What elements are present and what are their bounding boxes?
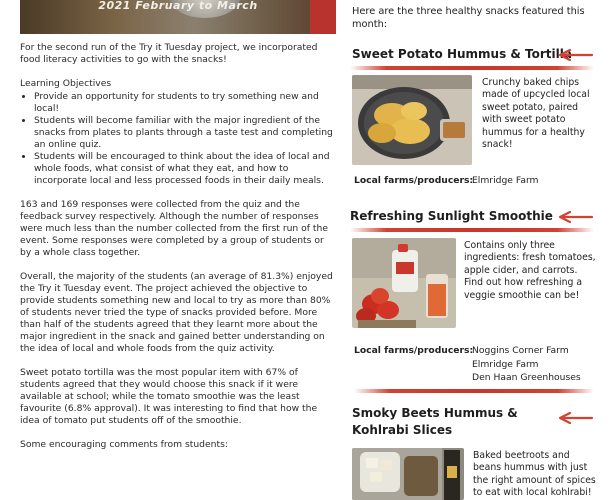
responses-paragraph: 163 and 169 responses were collected from the quiz and the feedback survey respectively. Although the number of responses were much less than the number collected from the first run of the event. Some responses were completed by a group of students or by a whole class together. [20, 199, 329, 258]
sweet-potato-description: Crunchy baked chips made of upcycled local sweet potato, paired with sweet potato hummus for a healthy snack! [482, 77, 590, 151]
popular-paragraph: Sweet potato tortilla was the most popular item with 67% of students agreed that they would choose this snack if it were available at school; while the tomato smoothie was the least favourite (6.8% approval). It was interesting to find that how the idea of tomato put students off of the smoothie. [20, 367, 318, 426]
left-arrow-icon [556, 411, 594, 425]
objectives-list [34, 91, 336, 187]
snack-title-line: Smoky Beets Hummus & [352, 406, 518, 420]
snack-title-beets [352, 405, 518, 439]
snack-title-sweet-potato: Sweet Potato Hummus & Tortilla [352, 47, 572, 61]
smoothie-farm-list [472, 344, 581, 385]
smoothie-photo [352, 238, 456, 328]
title-underline [350, 228, 594, 232]
comments-paragraph: Some encouraging comments from students: [20, 439, 228, 450]
snacks-intro: Here are the three healthy snacks featured this month: [352, 6, 585, 30]
farm-label: Local farms/producers: [354, 175, 474, 186]
beets-description: Baked beetroots and beans hummus with just the right amount of spices to eat with local kohlrabi! [473, 450, 596, 499]
section-divider [354, 389, 594, 393]
header-caption: 2021 February to March [98, 0, 258, 12]
sweet-potato-farms [354, 174, 473, 188]
intro-paragraph: For the second run of the Try it Tuesday project, we incorporated food literacy activities to go with the snacks! [20, 42, 318, 65]
objective-item: • Students will become familiar with the major ingredient of the snacks from plates to plants through a taste test and completing an online quiz. [34, 115, 336, 151]
left-column [20, 42, 336, 451]
overall-paragraph: Overall, the majority of the students (an average of 81.3%) enjoyed the Try it Tuesday event. The project achieved the objective to provide students something new and local to try as more than 80% of students never tried the type of snacks provided before. More than half of the students agreed that they learnt more about the major ingredient in the snack and gained better understanding on the idea of local and whole foods from the quiz activity. [20, 271, 333, 354]
farm-name: Elmridge Farm [472, 358, 539, 370]
sweet-potato-farm-list [472, 174, 539, 188]
left-arrow-icon [556, 210, 594, 224]
right-column [352, 0, 596, 31]
objective-item: • Students will be encouraged to think about the idea of local and whole foods, what consist of what they eat, and how to incorporate local and less processed foods in their daily meals. [34, 151, 336, 187]
objectives-heading: Learning Objectives [20, 78, 112, 89]
objective-item: • Provide an opportunity for students to try something new and local! [34, 91, 336, 115]
snack-title-smoothie: Refreshing Sunlight Smoothie [350, 209, 553, 223]
sweet-potato-photo [352, 75, 472, 165]
title-underline [350, 66, 594, 70]
left-arrow-icon [556, 48, 594, 62]
farm-label: Local farms/producers: [354, 345, 474, 356]
farm-name: Elmridge Farm [472, 175, 539, 186]
smoothie-farms [354, 344, 473, 358]
snack-title-line: Kohlrabi Slices [352, 423, 453, 437]
beets-photo [352, 448, 464, 500]
farm-name: Noggins Corner Farm [472, 345, 569, 356]
farm-name: Den Haan Greenhouses [472, 372, 581, 383]
header-photo [20, 0, 336, 34]
smoothie-description: Contains only three ingredients: fresh tomatoes, apple cider, and carrots. Find out how refreshing a veggie smoothie can be! [464, 240, 596, 301]
